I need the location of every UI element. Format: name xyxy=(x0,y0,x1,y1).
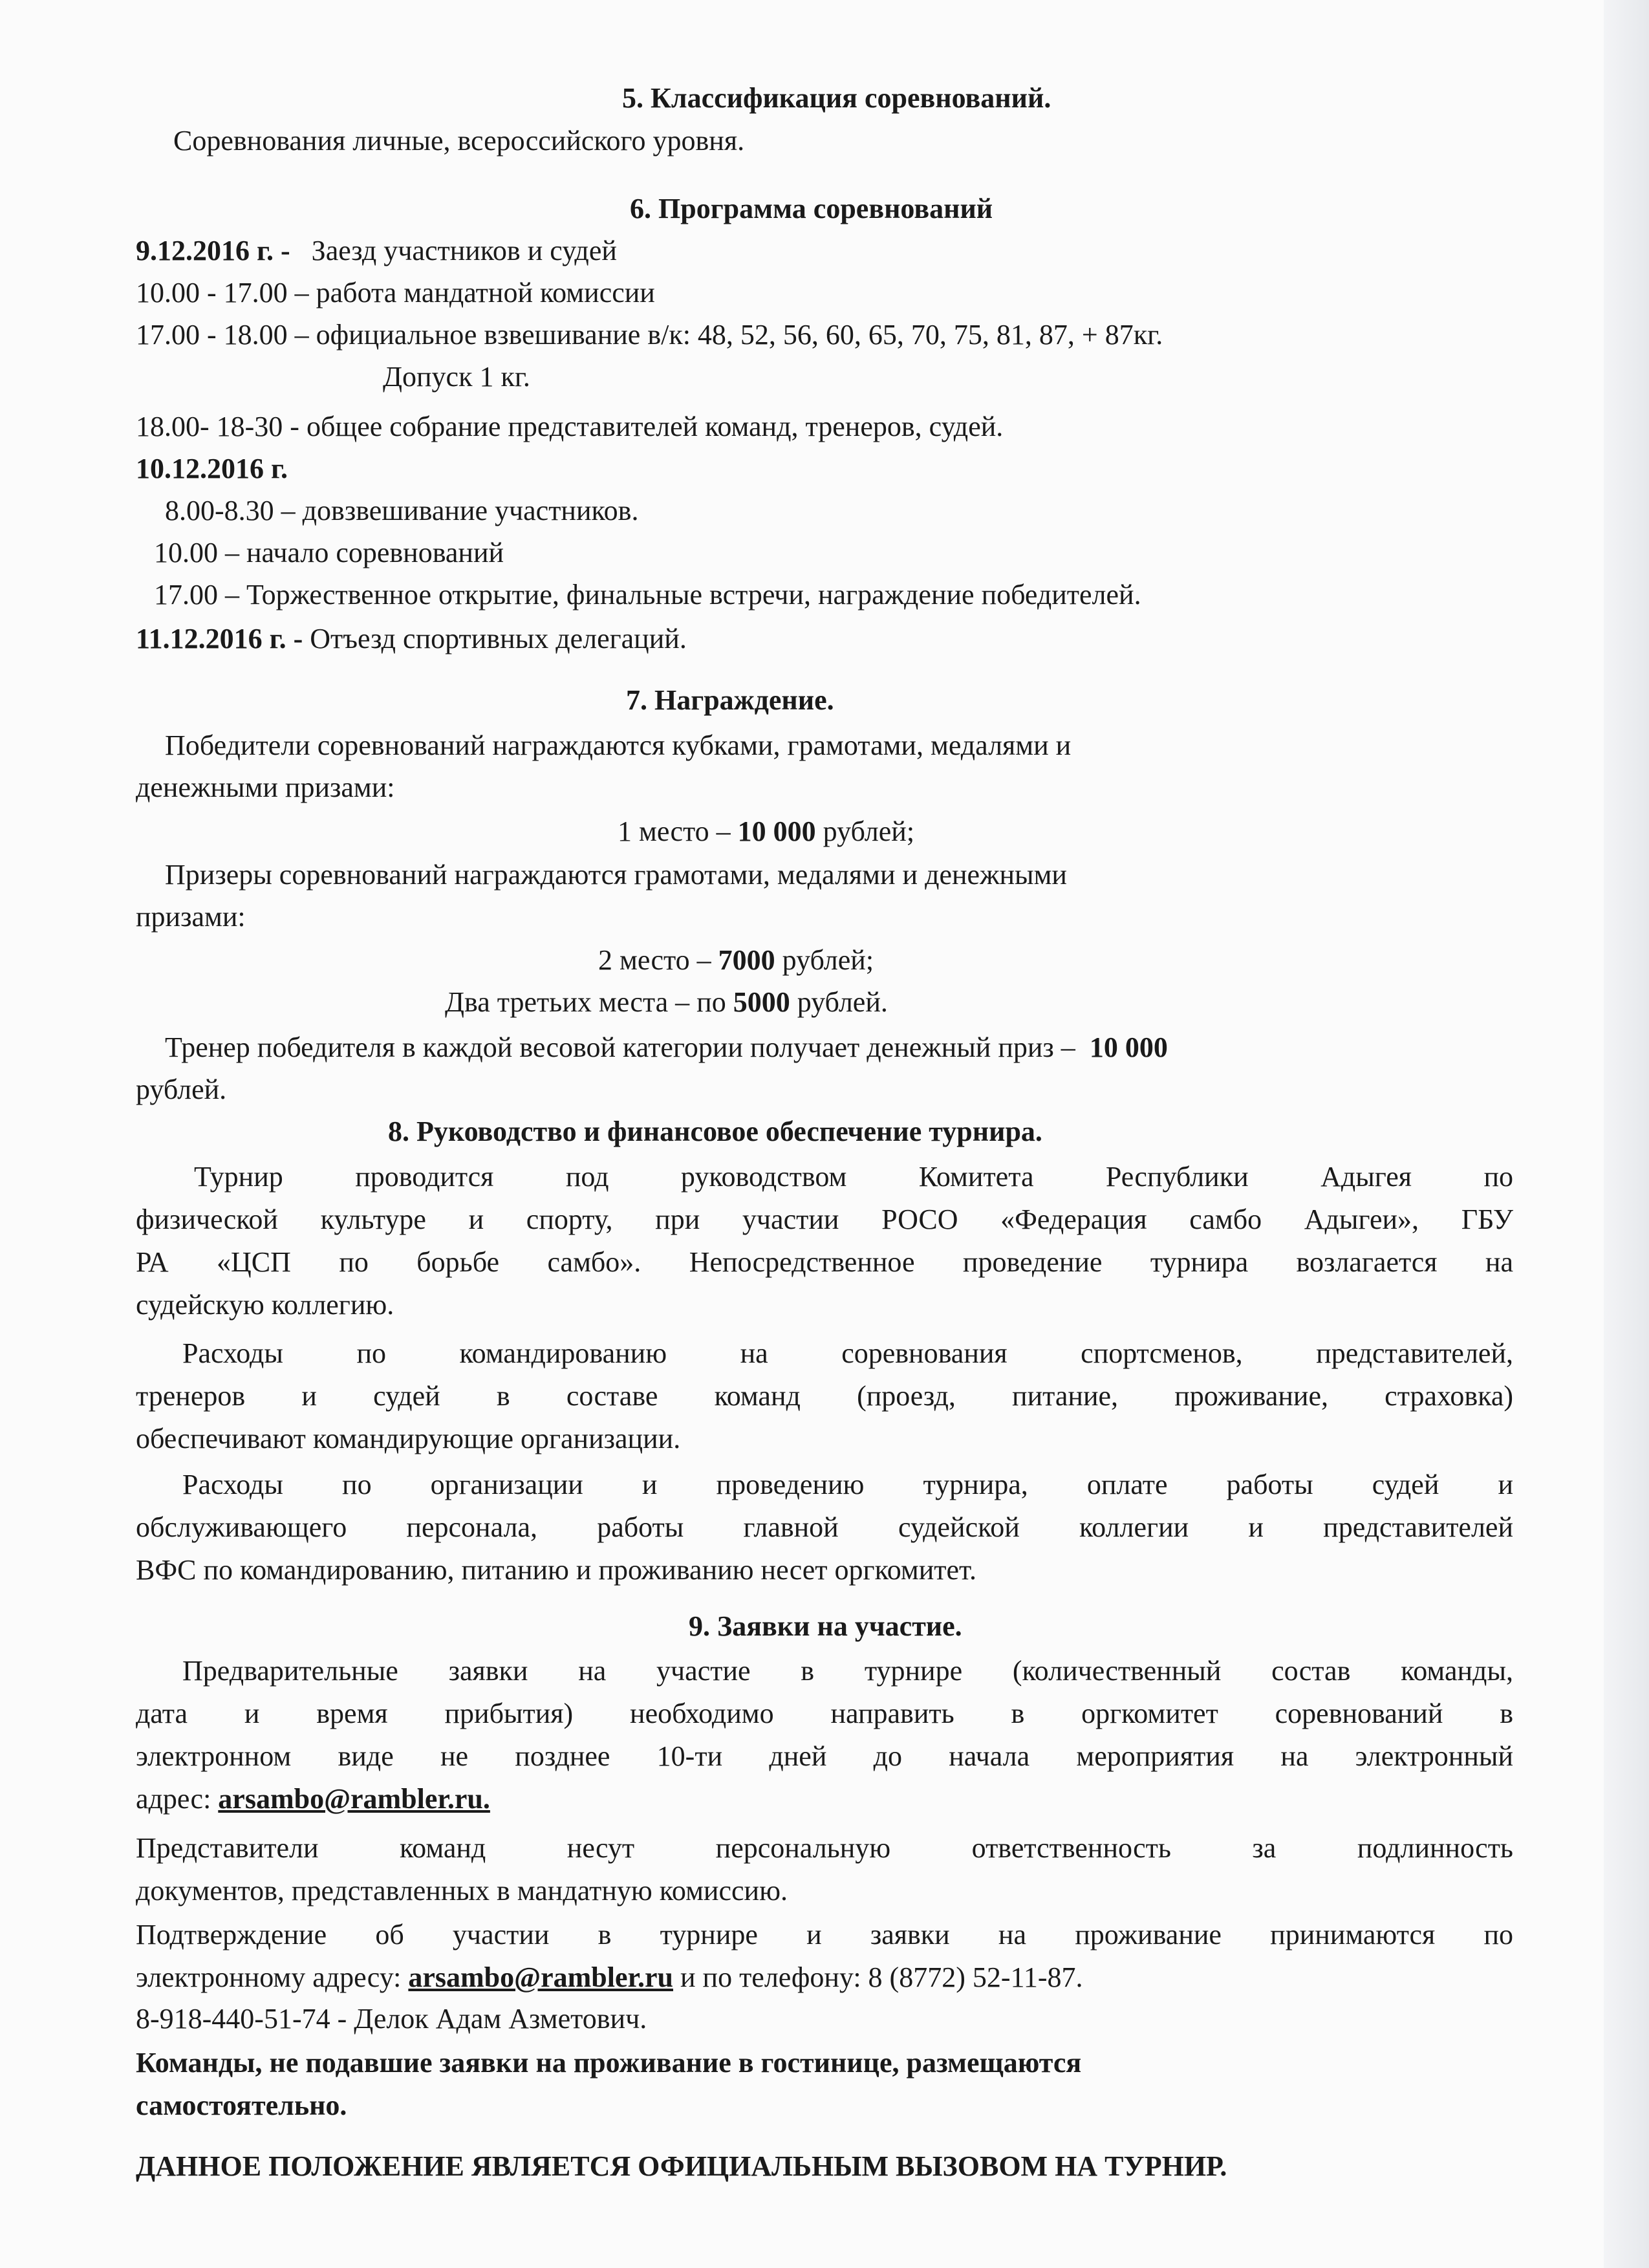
paragraph-line: электронном виде не позднее 10-ти дней до начала мероприятия на электронный xyxy=(136,1740,1513,1772)
schedule-row: 18.00- 18-30 - общее собрание представителей команд, тренеров, судей. xyxy=(136,411,1004,442)
paragraph-line: Представители команд несут персональную ответственность за подлинность xyxy=(136,1832,1513,1864)
schedule-row: 17.00 - 18.00 – официальное взвешивание в/к: 48, 52, 56, 60, 65, 70, 75, 81, 87, + 87кг. xyxy=(136,319,1163,351)
section-5-text: Соревнования личные, всероссийского уровня. xyxy=(173,125,745,157)
schedule-day-1-text: Заезд участников и судей xyxy=(311,235,617,266)
schedule-row: 8.00-8.30 – довзвешивание участников. xyxy=(165,495,639,526)
section-6-heading: 6. Программа соревнований xyxy=(630,193,993,224)
page-edge-shadow xyxy=(1604,0,1649,2268)
paragraph-line: Турнир проводится под руководством Комитета Республики Адыгея по xyxy=(194,1161,1513,1193)
paragraph-line: РА «ЦСП по борьбе самбо». Непосредственное проведение турнира возлагается на xyxy=(136,1246,1513,1278)
email-link-2[interactable]: arsambo@rambler.ru xyxy=(408,1961,673,1993)
email-link-1[interactable]: arsambo@rambler.ru. xyxy=(218,1783,490,1815)
paragraph-line: Предварительные заявки на участие в турнире (количественный состав команды, xyxy=(182,1655,1513,1687)
email-line-1: адрес: arsambo@rambler.ru. xyxy=(136,1783,490,1815)
paragraph-line: Победители соревнований награждаются кубками, грамотами, медалями и xyxy=(165,729,1072,761)
email-line-2: электронному адресу: arsambo@rambler.ru и по телефону: 8 (8772) 52-11-87. xyxy=(136,1961,1083,1993)
prize-place-1-amount: 10 000 xyxy=(737,815,816,847)
paragraph-line: Расходы по командированию на соревнования спортсменов, представителей, xyxy=(182,1337,1513,1369)
schedule-day-2-date: 10.12.2016 г. xyxy=(136,453,288,484)
bold-notice-line: Команды, не подавшие заявки на проживание в гостинице, размещаются xyxy=(136,2047,1082,2079)
schedule-day-3 xyxy=(136,621,687,657)
paragraph-line: обеспечивают командирующие организации. xyxy=(136,1423,681,1454)
paragraph-line: тренеров и судей в составе команд (проезд, питание, проживание, страховка) xyxy=(136,1380,1513,1412)
section-8-heading: 8. Руководство и финансовое обеспечение турнира. xyxy=(388,1116,1042,1147)
prize-place-2-amount: 7000 xyxy=(718,944,775,976)
prize-place-1: 1 место – 10 000 рублей; xyxy=(618,815,915,847)
schedule-day-1 xyxy=(136,233,617,269)
paragraph-line: обслуживающего персонала, работы главной судейской коллегии и представителей xyxy=(136,1511,1513,1543)
prize-place-2: 2 место – 7000 рублей; xyxy=(598,944,874,976)
section-7-heading: 7. Награждение. xyxy=(626,684,834,716)
paragraph-line: денежными призами: xyxy=(136,772,395,803)
prize-place-3-amount: 5000 xyxy=(733,986,790,1018)
schedule-row: 17.00 – Торжественное открытие, финальные встречи, награждение победителей. xyxy=(154,579,1141,610)
paragraph-line: Призеры соревнований награждаются грамотами, медалями и денежными xyxy=(165,859,1067,891)
section-5-heading: 5. Классификация соревнований. xyxy=(622,82,1051,114)
bold-notice-line: самостоятельно. xyxy=(136,2090,347,2121)
paragraph-line: физической культуре и спорту, при участии РОСО «Федерация самбо Адыгеи», ГБУ xyxy=(136,1204,1513,1235)
contact-phone-line: 8-918-440-51-74 - Делок Адам Азметович. xyxy=(136,2003,647,2035)
prize-place-3: Два третьих места – по 5000 рублей. xyxy=(445,986,888,1018)
paragraph-line: документов, представленных в мандатную комиссию. xyxy=(136,1875,788,1906)
paragraph-line: призами: xyxy=(136,901,246,933)
coach-prize-line: Тренер победителя в каждой весовой категории получает денежный приз – 10 000 xyxy=(165,1031,1168,1063)
paragraph-line: ВФС по командированию, питанию и проживанию несет оргкомитет. xyxy=(136,1554,976,1586)
schedule-row: Допуск 1 кг. xyxy=(383,361,530,393)
schedule-row: 10.00 - 17.00 – работа мандатной комиссии xyxy=(136,277,655,308)
section-9-heading: 9. Заявки на участие. xyxy=(689,1610,962,1642)
paragraph-line: Подтверждение об участии в турнире и заявки на проживание принимаются по xyxy=(136,1919,1513,1950)
paragraph-line: рублей. xyxy=(136,1074,227,1105)
schedule-day-1-date: 9.12.2016 г. - xyxy=(136,235,290,266)
paragraph-line: дата и время прибытия) необходимо направить в оргкомитет соревнований в xyxy=(136,1698,1513,1729)
schedule-day-3-date: 11.12.2016 г. - xyxy=(136,623,303,654)
official-call-footer: ДАННОЕ ПОЛОЖЕНИЕ ЯВЛЯЕТСЯ ОФИЦИАЛЬНЫМ ВЫЗОВОМ НА ТУРНИР. xyxy=(136,2150,1227,2182)
coach-prize-amount: 10 000 xyxy=(1089,1031,1168,1063)
schedule-row: 10.00 – начало соревнований xyxy=(154,537,504,568)
paragraph-line: судейскую коллегию. xyxy=(136,1289,394,1321)
schedule-day-3-text: Отъезд спортивных делегаций. xyxy=(310,623,687,654)
paragraph-line: Расходы по организации и проведению турнира, оплате работы судей и xyxy=(182,1469,1513,1500)
